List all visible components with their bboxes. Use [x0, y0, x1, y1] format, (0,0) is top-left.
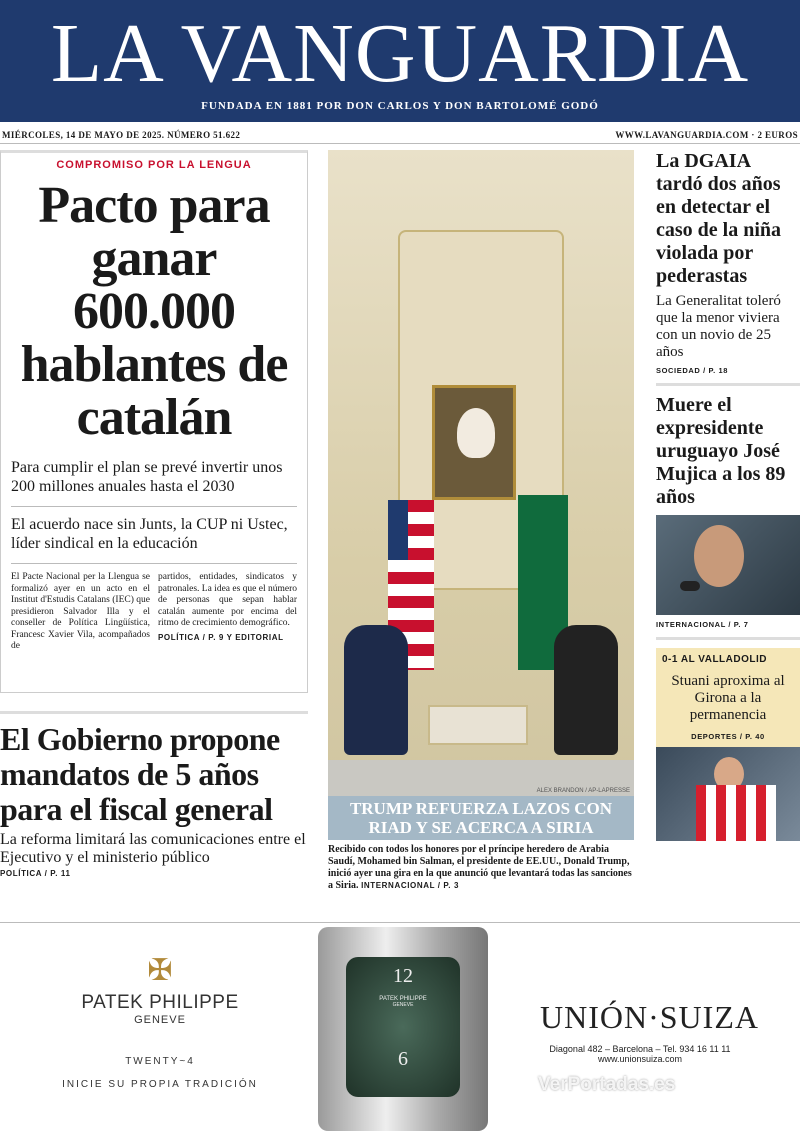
mujica-ref: INTERNACIONAL / P. 7	[656, 620, 749, 629]
lead-dek-1: Para cumplir el plan se prevé invertir unos 200 millones anuales hasta el 2030	[11, 459, 283, 495]
divider	[11, 506, 297, 507]
player-photo	[656, 747, 800, 841]
coffee-table	[428, 705, 528, 745]
left-column	[0, 150, 308, 878]
dial-6: 6	[398, 1048, 408, 1070]
lead-story[interactable]	[0, 150, 308, 693]
lead-headline[interactable]: Pacto para ganar 600.000 hablantes de catalán	[20, 177, 288, 446]
patek-city: GENEVE	[134, 1014, 186, 1026]
patek-brand: PATEK PHILIPPE	[81, 992, 239, 1013]
ad-slogan: INICIE SU PROPIA TRADICIÓN	[62, 1079, 258, 1090]
lead-body-col-1: El Pacte Nacional per la Llengua se formalizó ayer en un acto en el Institut d'Estudis Catalans (IEC) que presidieron Salvador Illa y el conseller de Política Lingüística, Francesc Xavier Vila, acompañados de	[11, 572, 150, 651]
dial-city: GENEVE	[392, 1002, 414, 1008]
second-story[interactable]	[0, 711, 308, 878]
advertisement[interactable]	[0, 922, 800, 1132]
watermark: VerPortadas.es	[538, 1074, 676, 1095]
center-column	[328, 150, 634, 892]
second-dek: La reforma limitará las comunicaciones entre el Ejecutivo y el ministerio público	[0, 831, 306, 866]
photo-banner[interactable]: TRUMP REFUERZA LAZOS CON RIAD Y SE ACERCA A SIRIA	[328, 796, 634, 840]
dial-brand: PATEK PHILIPPE	[379, 996, 427, 1002]
sport-ref: DEPORTES / P. 40	[691, 732, 765, 741]
masthead	[0, 0, 800, 122]
patek-cross-icon: ✠	[147, 954, 173, 987]
main-photo[interactable]	[328, 150, 634, 840]
lead-dek-2: El acuerdo nace sin Junts, la CUP ni Ustec, líder sindical en la educación	[11, 516, 288, 552]
story-dgaia[interactable]	[656, 150, 800, 375]
mujica-photo	[656, 515, 800, 615]
second-ref: POLÍTICA / P. 11	[0, 869, 71, 878]
dial-12: 12	[393, 965, 413, 987]
caption-text: Recibido con todos los honores por el príncipe heredero de Arabia Saudí, Mohamed bin Salman, el presidente de EE.UU., Donald Trump, inició ayer una gira en la que anunció que levantará todas las sanciones a Siria.	[328, 844, 632, 891]
retailer-name: UNIÓN·SUIZA	[540, 999, 759, 1035]
divider	[656, 383, 800, 386]
lead-kicker: COMPROMISO POR LA LENGUA	[56, 159, 252, 171]
divider	[656, 637, 800, 640]
patek-block	[60, 953, 260, 1090]
trump-figure	[344, 625, 408, 755]
photo-credit: ALEX BRANDON / AP-LAPRESSE	[536, 788, 630, 794]
mujica-face	[694, 525, 744, 587]
watch-image	[318, 927, 488, 1131]
portrait-face	[457, 408, 495, 458]
retailer-block	[540, 999, 759, 1064]
dgaia-ref: SOCIEDAD / P. 18	[656, 366, 728, 375]
lead-body-col-2: partidos, entidades, sindicatos y patronales. La idea es que el número de personas que sepan hablar catalán aumente por encima del ritmo de crecimiento demográfico.	[158, 572, 298, 628]
second-headline[interactable]: El Gobierno propone mandatos de 5 años para el fiscal general	[0, 721, 280, 827]
divider	[11, 563, 297, 564]
masthead-tagline: FUNDADA EN 1881 POR DON CARLOS Y DON BARTOLOMÉ GODÓ	[201, 100, 599, 112]
photo-ref: INTERNACIONAL / P. 3	[361, 881, 460, 890]
story-sport[interactable]	[656, 648, 800, 841]
lead-body-col-2-wrap	[158, 572, 297, 653]
retailer-web[interactable]: www.unionsuiza.com	[597, 1054, 683, 1064]
sport-headline[interactable]: Stuani aproxima al Girona a la permanencia	[671, 673, 785, 723]
watch-dial	[346, 957, 460, 1097]
issue-date: MIÉRCOLES, 14 DE MAYO DE 2025. NÚMERO 51.622	[2, 130, 241, 140]
lead-ref: POLÍTICA / P. 9 Y EDITORIAL	[158, 632, 284, 642]
price: · 2 EUROS	[751, 130, 798, 140]
dgaia-headline[interactable]: La DGAIA tardó dos años en detectar el caso de la niña violada por pederastas	[656, 150, 782, 287]
right-column	[656, 150, 800, 841]
dgaia-dek: La Generalitat toleró que la menor viviera con un novio de 25 años	[656, 293, 781, 360]
lead-body	[11, 572, 297, 653]
king-portrait	[432, 385, 516, 500]
dateline	[0, 128, 800, 144]
photo-caption	[328, 844, 634, 892]
sport-box	[656, 648, 800, 747]
newspaper-logo: LA VANGUARDIA	[50, 7, 750, 100]
mujica-headline[interactable]: Muere el expresidente uruguayo José Mujica a los 89 años	[656, 394, 786, 508]
site-price	[615, 130, 798, 140]
microphone-icon	[680, 581, 700, 591]
sport-kicker: 0-1 AL VALLADOLID	[662, 654, 767, 665]
website[interactable]: WWW.LAVANGUARDIA.COM	[615, 130, 749, 140]
retailer-address: Diagonal 482 – Barcelona – Tel. 934 16 11 11	[549, 1044, 731, 1054]
player-shirt	[696, 785, 776, 841]
story-mujica[interactable]	[656, 394, 800, 629]
bin-salman-figure	[554, 625, 618, 755]
watch-model: TWENTY~4	[125, 1056, 195, 1067]
